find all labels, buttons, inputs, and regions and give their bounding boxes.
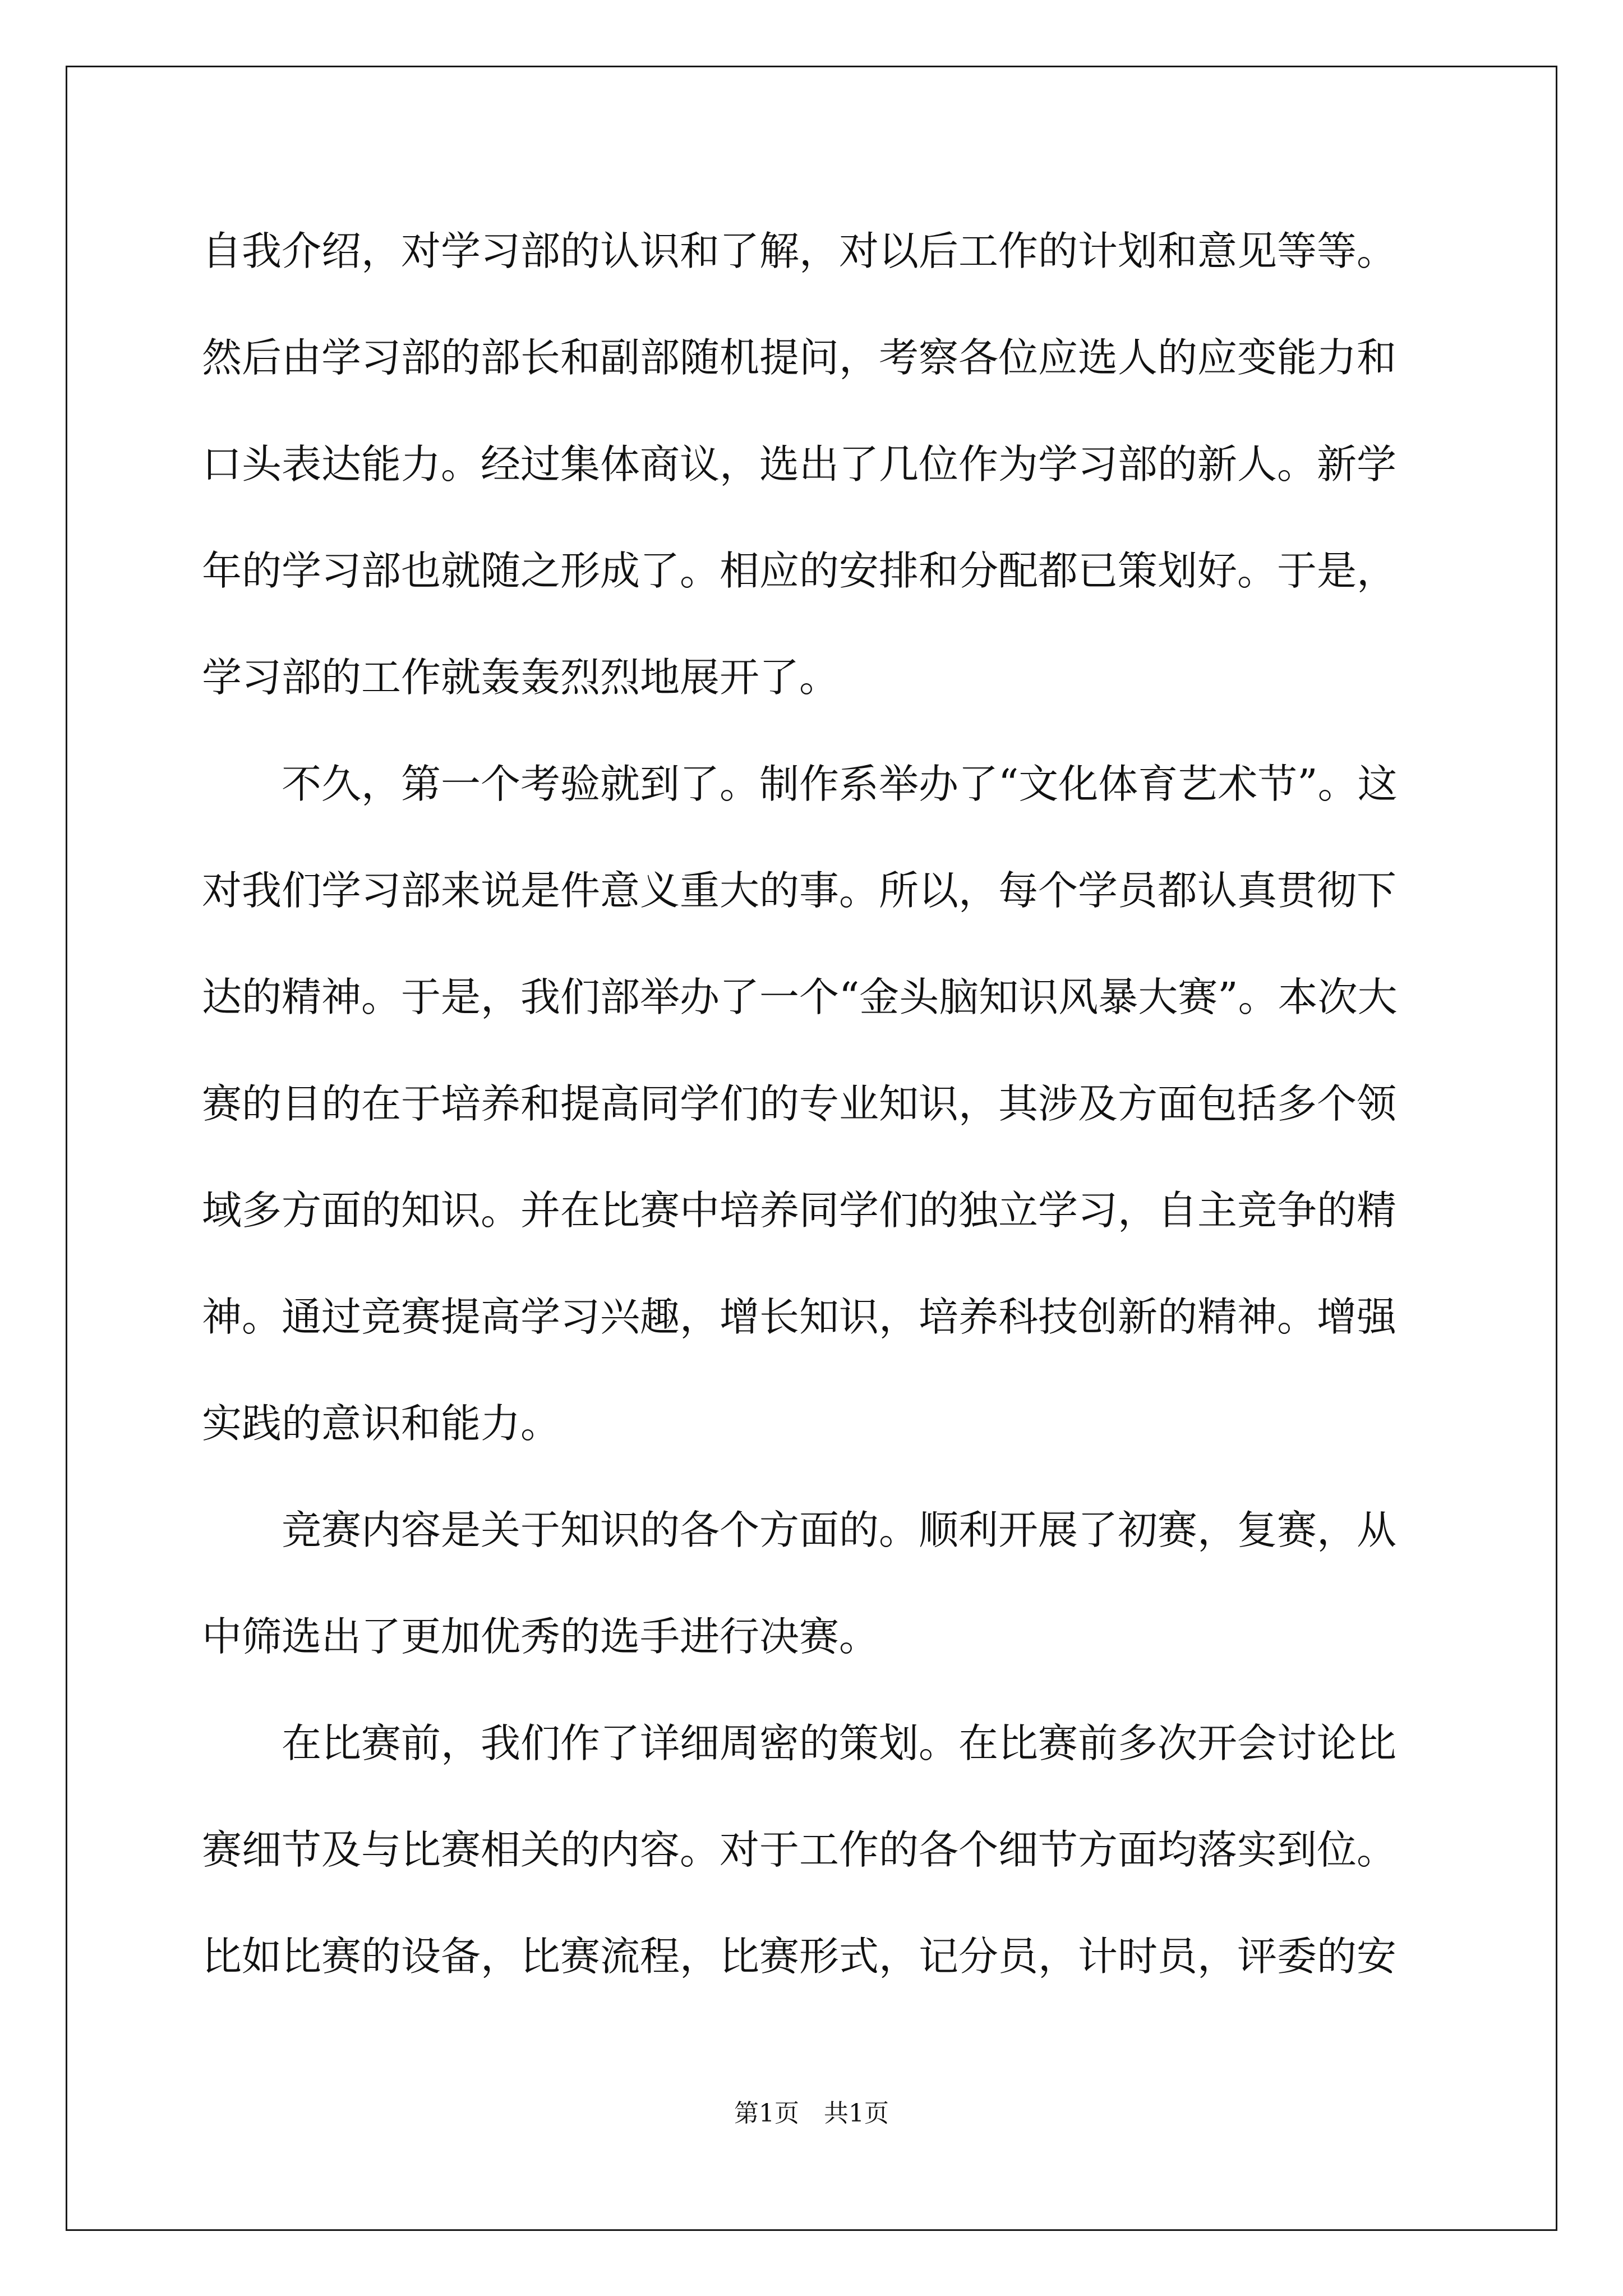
- page-number-footer: 第1页 共1页: [734, 2099, 889, 2128]
- text-line: 域多方面的知识。并在比赛中培养同学们的独立学习，自主竞争的精: [202, 1187, 1397, 1234]
- text-line: 年的学习部也就随之形成了。相应的安排和分配都已策划好。于是，: [202, 547, 1397, 594]
- paragraph-start-line: 在比赛前，我们作了详细周密的策划。在比赛前多次开会讨论比: [202, 1720, 1397, 1766]
- text-line: 达的精神。于是，我们部举办了一个“金头脑知识风暴大赛”。本次大: [202, 974, 1398, 1020]
- text-line: 口头表达能力。经过集体商议，选出了几位作为学习部的新人。新学: [202, 441, 1397, 487]
- text-line: 神。通过竞赛提高学习兴趣，增长知识，培养科技创新的精神。增强: [202, 1294, 1397, 1340]
- text-line: 中筛选出了更加优秀的选手进行决赛。: [202, 1613, 879, 1660]
- text-line: 然后由学习部的部长和副部随机提问，考察各位应选人的应变能力和: [202, 334, 1397, 381]
- text-line: 实践的意识和能力。: [202, 1400, 561, 1447]
- paragraph-start-line: 竞赛内容是关于知识的各个方面的。顺利开展了初赛，复赛，从: [202, 1507, 1397, 1553]
- text-line: 对我们学习部来说是件意义重大的事。所以，每个学员都认真贯彻下: [202, 867, 1397, 914]
- text-line: 赛细节及与比赛相关的内容。对于工作的各个细节方面均落实到位。: [202, 1826, 1397, 1873]
- text-line: 学习部的工作就轰轰烈烈地展开了。: [202, 654, 840, 701]
- text-line: 赛的目的在于培养和提高同学们的专业知识，其涉及方面包括多个领: [202, 1080, 1397, 1127]
- paragraph-start-line: 不久，第一个考验就到了。制作系举办了“文化体育艺术节”。这: [202, 761, 1398, 807]
- text-line: 比如比赛的设备，比赛流程，比赛形式，记分员，计时员，评委的安: [202, 1933, 1397, 1980]
- text-line: 自我介绍，对学习部的认识和了解，对以后工作的计划和意见等等。: [202, 228, 1397, 274]
